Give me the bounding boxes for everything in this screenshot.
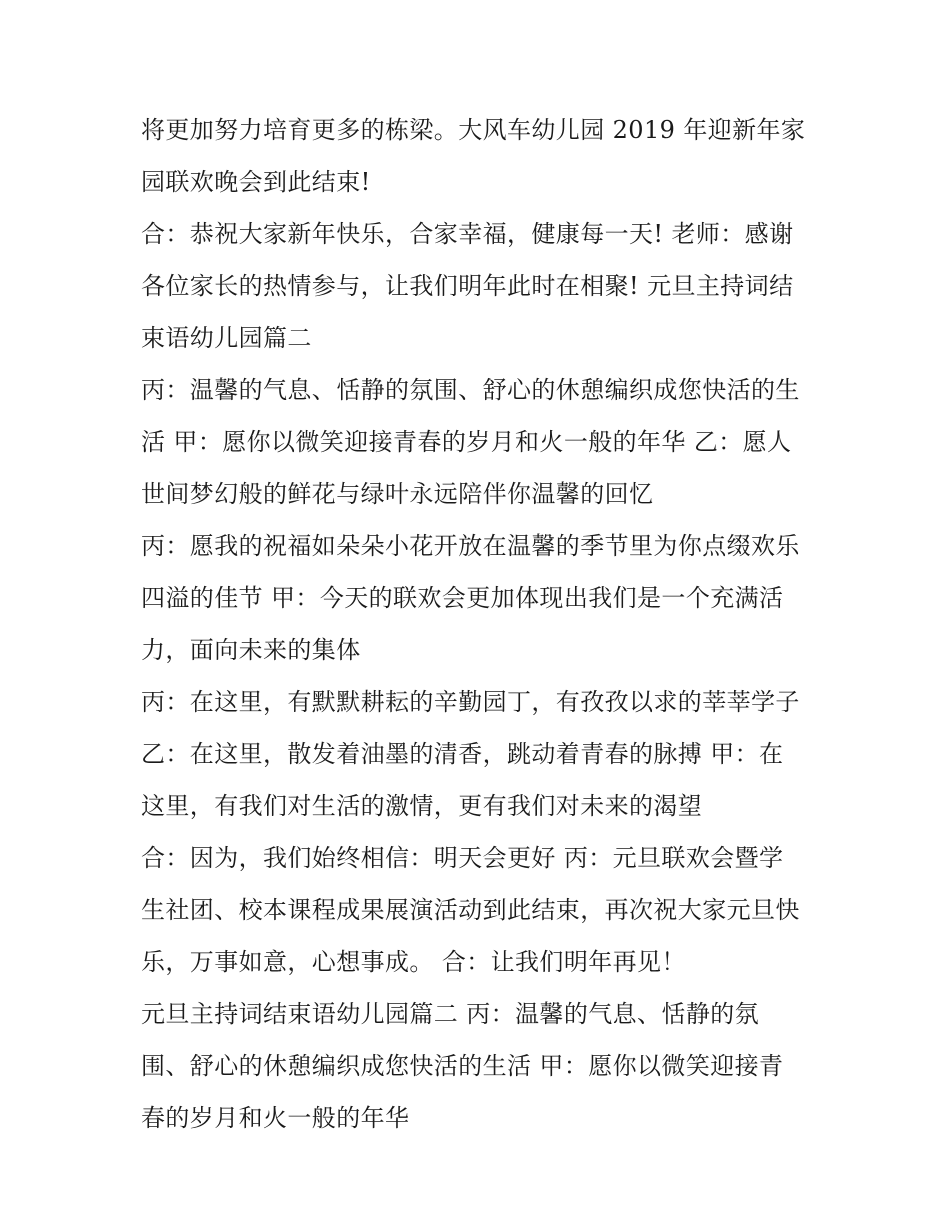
text-line: 力，面向未来的集体 xyxy=(141,636,361,664)
text-line: 各位家长的热情参与，让我们明年此时在相聚! 元旦主持词结 xyxy=(141,272,794,300)
text-line: 合：恭祝大家新年快乐，合家幸福，健康每一天! 老师：感谢 xyxy=(141,220,794,248)
text-line: 四溢的佳节 甲：今天的联欢会更加体现出我们是一个充满活 xyxy=(141,584,784,612)
text-line: 这里，有我们对生活的激情，更有我们对未来的渴望 xyxy=(141,792,703,820)
text-line: 丙：温馨的气息、恬静的氛围、舒心的休憩编织成您快活的生 xyxy=(141,376,800,404)
text-line: 束语幼儿园篇二 xyxy=(141,324,312,352)
text-line: 围、舒心的休憩编织成您快活的生活 甲：愿你以微笑迎接青 xyxy=(141,1052,784,1080)
text-line: 合：因为，我们始终相信：明天会更好 丙：元旦联欢会暨学 xyxy=(141,844,784,872)
text-line: 生社团、校本课程成果展演活动到此结束，再次祝大家元旦快 xyxy=(141,896,800,924)
text-line: 活 甲：愿你以微笑迎接青春的岁月和火一般的年华 乙：愿人 xyxy=(141,428,792,456)
text-line: 丙：在这里，有默默耕耘的辛勤园丁，有孜孜以求的莘莘学子 xyxy=(141,688,800,716)
text-line: 乙：在这里，散发着油墨的清香，跳动着青春的脉搏 甲：在 xyxy=(141,740,784,768)
text-line: 元旦主持词结束语幼儿园篇二 丙：温馨的气息、恬静的氛 xyxy=(141,1000,760,1028)
text-line: 将更加努力培育更多的栋梁。大风车幼儿园 2019 年迎新年家 xyxy=(141,116,806,144)
text-line: 乐，万事如意，心想事成。 合：让我们明年再见！ xyxy=(141,948,686,976)
text-line: 世间梦幻般的鲜花与绿叶永远陪伴你温馨的回忆 xyxy=(141,480,654,508)
text-line: 园联欢晚会到此结束! xyxy=(141,168,371,196)
document-body xyxy=(141,104,821,1144)
text-line: 丙：愿我的祝福如朵朵小花开放在温馨的季节里为你点缀欢乐 xyxy=(141,532,800,560)
text-line: 春的岁月和火一般的年华 xyxy=(141,1104,410,1132)
